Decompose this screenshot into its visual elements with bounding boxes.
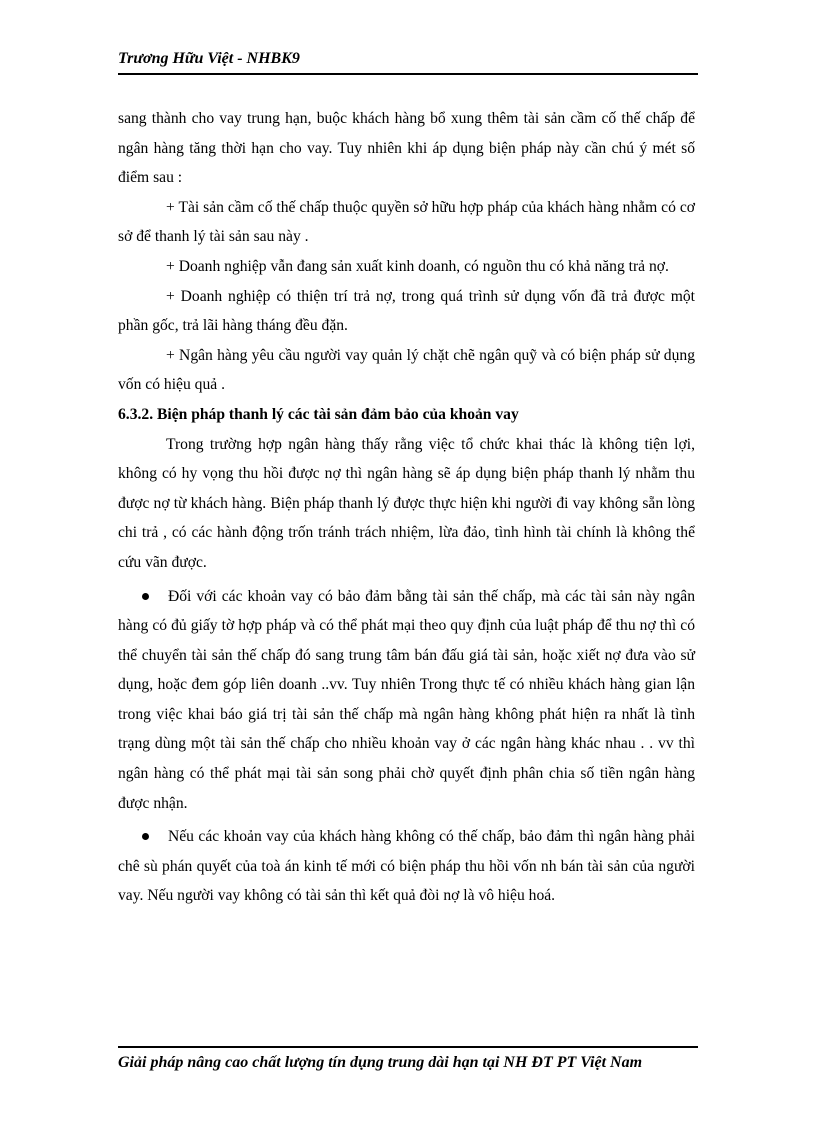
body-text	[118, 104, 695, 911]
list-item: + Tài sản cầm cố thế chấp thuộc quyền sở hữu hợp pháp của khách hàng nhằm có cơ sở để thanh lý tài sản sau này .	[118, 198, 695, 246]
bullet-item	[118, 822, 695, 911]
list-item: + Doanh nghiệp có thiện trí trả nợ, trong quá trình sử dụng vốn đã trả được một phần gốc, trả lãi hàng tháng đều đặn.	[118, 287, 695, 335]
bullet-item	[118, 582, 695, 819]
footer-rule	[118, 1046, 698, 1048]
paragraph: sang thành cho vay trung hạn, buộc khách hàng bổ xung thêm tài sản cầm cố thế chấp để ngân hàng tăng thời hạn cho vay. Tuy nhiên khi áp dụng biện pháp này cần chú ý mét số điểm sau :	[118, 110, 695, 187]
bullet-text: Nếu các khoản vay của khách hàng không có thế chấp, bảo đảm thì ngân hàng phải chê sù phán quyết của toà án kinh tế mới có biện pháp thu hồi vốn nh bán tài sản của người vay. Nếu người vay không có tài sản thì kết quả đòi nợ là vô hiệu hoá.	[118, 828, 695, 905]
section-heading: 6.3.2. Biện pháp thanh lý các tài sản đảm bảo của khoản vay	[118, 405, 519, 423]
bullet-text: Đối với các khoản vay có bảo đảm bằng tài sản thế chấp, mà các tài sản này ngân hàng có đủ giấy tờ hợp pháp và có thể phát mại theo quy định của luật pháp để thu nợ thì có thể chuyển tài sản thế chấp đó sang trung tâm bán đấu giá tài sản, hoặc xiết nợ đưa vào sử dụng, hoặc đem góp liên doanh ..vv. Tuy nhiên Trong thực tế có nhiều khách hàng gian lận trong việc khai báo giá trị tài sản thế chấp mà ngân hàng không phát hiện ra nhất là tình trạng dùng một tài sản thế chấp cho nhiều khoản vay ở các ngân hàng khác nhau . . vv thì ngân hàng có thể phát mại tài sản song phải chờ quyết định phân chia số tiền ngân hàng được nhận.	[118, 587, 695, 812]
header-rule	[118, 73, 698, 75]
bullet-icon	[142, 833, 149, 840]
running-head: Trương Hữu Việt - NHBK9	[118, 50, 300, 67]
paragraph: Trong trường hợp ngân hàng thấy rằng việc tổ chức khai thác là không tiện lợi, không có hy vọng thu hồi được nợ thì ngân hàng sẽ áp dụng biện pháp thanh lý nhằm thu được nợ từ khách hàng. Biện pháp thanh lý được thực hiện khi người đi vay không sẵn lòng chi trả , có các hành động trốn tránh trách nhiệm, lừa đảo, tình hình tài chính là không thể cứu vãn được.	[118, 435, 695, 571]
list-item: + Ngân hàng yêu cầu người vay quản lý chặt chẽ ngân quỹ và có biện pháp sử dụng vốn có hiệu quả .	[118, 346, 695, 394]
running-foot: Giải pháp nâng cao chất lượng tín dụng trung dài hạn tại NH ĐT PT Việt Nam	[118, 1054, 643, 1071]
bullet-icon	[142, 593, 149, 600]
list-item: + Doanh nghiệp vẫn đang sản xuất kinh doanh, có nguồn thu có khả năng trả nợ.	[166, 257, 669, 275]
